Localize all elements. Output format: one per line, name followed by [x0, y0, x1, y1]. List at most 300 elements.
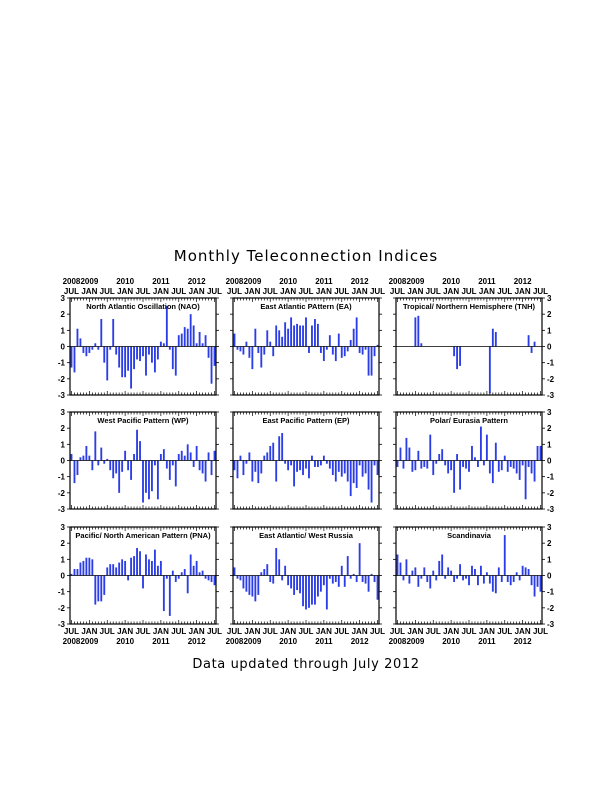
bar	[103, 576, 105, 595]
bar	[71, 347, 73, 368]
bar	[248, 347, 250, 358]
bar	[459, 347, 461, 366]
bar	[480, 427, 482, 461]
bar	[257, 576, 259, 595]
bar	[100, 448, 102, 461]
bar	[308, 576, 310, 608]
bar	[80, 563, 82, 576]
panel-2	[226, 277, 386, 395]
bar	[234, 567, 236, 575]
y-tick-label: -2	[547, 603, 555, 613]
bar	[145, 554, 147, 575]
bar	[85, 347, 87, 357]
bar	[323, 576, 325, 586]
bar	[205, 461, 207, 482]
y-tick-label: 0	[60, 571, 65, 581]
x-month-label: JUL	[135, 627, 151, 636]
bar	[148, 347, 150, 355]
x-month-label: JUL	[425, 287, 441, 296]
bar	[441, 449, 443, 460]
bar	[489, 461, 491, 474]
x-year-label: 2008	[225, 277, 244, 286]
bar	[154, 461, 156, 466]
bar	[82, 561, 84, 576]
bar	[317, 324, 319, 347]
panel-title: Tropical/ Northern Hemisphere (TNH)	[402, 302, 536, 311]
bar	[335, 347, 337, 362]
bar	[287, 329, 289, 347]
bar	[314, 461, 316, 467]
bar	[193, 325, 195, 346]
bar	[444, 461, 446, 466]
bar	[299, 325, 301, 346]
bar	[537, 576, 539, 587]
bar	[356, 317, 358, 346]
panel-title: North Atlantic Oscillation (NAO)	[86, 302, 200, 311]
panel-title: West Pacific Pattern (WP)	[97, 416, 189, 425]
x-month-label: JAN	[188, 287, 205, 296]
x-month-label: JAN	[407, 627, 424, 636]
bar	[82, 347, 84, 353]
bar	[453, 461, 455, 493]
bar	[465, 576, 467, 579]
bar	[290, 576, 292, 589]
bar	[317, 576, 319, 597]
bar	[498, 461, 500, 472]
bar	[118, 347, 120, 368]
bar	[130, 461, 132, 480]
x-month-label: JAN	[244, 287, 261, 296]
bar	[408, 448, 410, 461]
x-year-label: 2011	[478, 637, 496, 646]
bar	[468, 576, 470, 586]
y-tick-label: -3	[57, 620, 65, 629]
bar	[308, 461, 310, 479]
bar	[175, 461, 177, 487]
y-tick-label: -1	[57, 358, 65, 368]
bar	[94, 343, 96, 346]
x-year-label: 2010	[116, 637, 135, 646]
x-month-label: JUL	[206, 287, 223, 296]
bar	[237, 347, 239, 350]
bar	[534, 576, 536, 597]
bar	[196, 446, 198, 461]
panel-8	[226, 527, 386, 646]
x-month-label: JAN	[478, 287, 495, 296]
bar	[326, 347, 328, 350]
bar	[341, 566, 343, 576]
x-month-label: JUL	[206, 627, 223, 636]
bar	[190, 314, 192, 346]
bar	[362, 576, 364, 582]
y-tick-label: -3	[547, 505, 555, 514]
bar	[501, 576, 503, 582]
x-year-label: 2008	[388, 637, 407, 646]
bar	[344, 461, 346, 474]
bar	[528, 461, 530, 467]
bar	[205, 335, 207, 346]
bar	[403, 461, 405, 469]
y-tick-label: 1	[60, 440, 65, 450]
bar	[275, 325, 277, 346]
bar	[474, 569, 476, 575]
bar	[254, 329, 256, 347]
bar	[74, 347, 76, 373]
bar	[403, 576, 405, 581]
panel-title: Pacific/ North American Pattern (PNA)	[75, 531, 211, 540]
bar	[314, 319, 316, 346]
bar	[275, 548, 277, 575]
x-year-label: 2008	[225, 637, 244, 646]
bar	[248, 576, 250, 595]
y-tick-label: -2	[57, 374, 65, 384]
bar	[471, 566, 473, 576]
bar	[426, 461, 428, 469]
x-month-label: JAN	[280, 287, 297, 296]
bar	[151, 561, 153, 576]
bar	[465, 461, 467, 469]
bar	[311, 325, 313, 346]
x-year-label: 2010	[442, 277, 461, 286]
x-month-label: JAN	[188, 627, 205, 636]
bar	[377, 576, 379, 600]
bar	[260, 572, 262, 575]
bar	[214, 347, 216, 366]
bar	[371, 347, 373, 376]
bar	[88, 456, 90, 461]
bar	[353, 329, 355, 347]
bar	[112, 319, 114, 346]
y-tick-label: -3	[547, 391, 555, 400]
bar	[172, 461, 174, 466]
bar	[438, 454, 440, 460]
bar	[103, 461, 105, 464]
x-year-label: 2010	[279, 277, 298, 286]
bar	[471, 446, 473, 461]
bar	[237, 576, 239, 579]
bar	[486, 435, 488, 461]
y-tick-label: 3	[60, 523, 65, 532]
bar	[516, 572, 518, 575]
bar	[199, 332, 201, 347]
bar	[208, 452, 210, 460]
x-year-label: 2011	[152, 637, 170, 646]
bar	[240, 576, 242, 581]
bar	[278, 436, 280, 460]
bar	[272, 576, 274, 584]
bar	[435, 576, 437, 581]
x-year-label: 2012	[187, 637, 206, 646]
panel-grid	[58, 277, 555, 646]
bar	[169, 576, 171, 616]
bar	[344, 347, 346, 357]
bar	[136, 430, 138, 461]
bar	[148, 461, 150, 500]
bar	[323, 347, 325, 362]
bar	[525, 461, 527, 500]
bar	[347, 461, 349, 482]
x-month-label: JUL	[532, 287, 549, 296]
bar	[202, 461, 204, 474]
bar	[302, 461, 304, 476]
bar	[350, 340, 352, 346]
bar	[365, 576, 367, 584]
bar	[519, 576, 521, 581]
bar	[498, 567, 500, 575]
bar	[166, 306, 168, 346]
bar	[97, 576, 99, 602]
bar	[272, 347, 274, 357]
x-month-label: JAN	[81, 627, 98, 636]
bar	[184, 569, 186, 575]
bar	[178, 576, 180, 579]
y-tick-label: 2	[60, 310, 65, 320]
y-tick-label: -1	[57, 472, 65, 482]
x-year-label: 2012	[350, 277, 369, 286]
bar	[368, 576, 370, 592]
bar	[234, 461, 236, 471]
bar	[335, 576, 337, 582]
bar	[522, 566, 524, 576]
y-tick-label: 2	[547, 310, 552, 320]
bar	[160, 561, 162, 576]
bar	[145, 347, 147, 376]
bar	[181, 451, 183, 461]
y-tick-label: -3	[57, 505, 65, 514]
bar	[353, 461, 355, 484]
x-month-label: JUL	[226, 287, 243, 296]
bar	[127, 347, 129, 371]
bar	[80, 457, 82, 460]
bar	[320, 347, 322, 353]
x-year-label: 2010	[279, 637, 298, 646]
bar	[184, 327, 186, 346]
bar	[347, 556, 349, 575]
bar	[447, 567, 449, 575]
bar	[335, 461, 337, 482]
bar	[293, 576, 295, 595]
bar	[302, 576, 304, 607]
bar	[211, 347, 213, 384]
bar	[290, 461, 292, 466]
bar	[423, 461, 425, 467]
x-month-label: JUL	[135, 287, 151, 296]
y-tick-label: -2	[57, 603, 65, 613]
bar	[411, 571, 413, 576]
bar	[263, 456, 265, 461]
y-tick-label: -1	[547, 472, 555, 482]
bar	[196, 343, 198, 346]
x-year-label: 2012	[187, 277, 206, 286]
x-month-label: JAN	[514, 287, 531, 296]
x-month-label: JAN	[315, 627, 332, 636]
bar	[187, 329, 189, 347]
bar	[347, 347, 349, 352]
bar	[501, 461, 503, 471]
y-tick-label: 0	[547, 342, 552, 352]
bar	[329, 335, 331, 346]
y-tick-label: 1	[547, 440, 552, 450]
x-month-label: JUL	[171, 287, 187, 296]
x-month-label: JUL	[497, 287, 513, 296]
x-month-label: JAN	[315, 287, 332, 296]
bar	[408, 576, 410, 584]
bar	[432, 461, 434, 476]
bar	[332, 347, 334, 355]
bar	[166, 461, 168, 469]
x-month-label: JAN	[443, 287, 460, 296]
bar	[477, 461, 479, 467]
bar	[169, 347, 171, 350]
bar	[513, 576, 515, 582]
x-year-label: 2009	[80, 637, 99, 646]
bar	[341, 347, 343, 358]
bar	[317, 461, 319, 467]
bar	[193, 461, 195, 467]
bar	[299, 461, 301, 471]
bar	[205, 576, 207, 579]
bar	[540, 576, 542, 592]
x-year-label: 2008	[62, 637, 81, 646]
bar	[290, 317, 292, 346]
bar	[260, 347, 262, 368]
bar	[139, 551, 141, 575]
bar	[417, 576, 419, 587]
x-month-label: JUL	[369, 287, 386, 296]
bar	[115, 347, 117, 355]
bar	[118, 461, 120, 493]
bar	[406, 438, 408, 461]
bar	[214, 451, 216, 461]
panel-7	[58, 523, 222, 646]
bar	[362, 461, 364, 477]
bar	[124, 347, 126, 378]
panel-title: East Atlantic/ West Russia	[259, 531, 353, 540]
bar	[495, 443, 497, 461]
bar	[359, 347, 361, 353]
y-tick-label: 3	[547, 408, 552, 417]
bar	[495, 576, 497, 594]
x-month-label: JAN	[351, 627, 368, 636]
bar	[88, 347, 90, 353]
x-month-label: JAN	[443, 627, 460, 636]
bar	[338, 576, 340, 587]
bar	[374, 576, 376, 582]
bar	[468, 461, 470, 472]
bar	[160, 454, 162, 460]
bar	[278, 330, 280, 346]
bar	[103, 347, 105, 363]
bar	[115, 567, 117, 575]
bar	[311, 456, 313, 461]
bar	[483, 461, 485, 466]
bar	[528, 335, 530, 346]
bar	[299, 576, 301, 594]
bar	[365, 347, 367, 350]
y-tick-label: -1	[547, 358, 555, 368]
x-year-label: 2009	[80, 277, 99, 286]
bar	[429, 576, 431, 589]
bar	[248, 452, 250, 460]
bar	[519, 461, 521, 480]
x-year-label: 2011	[152, 277, 170, 286]
bar	[359, 461, 361, 466]
bar	[338, 461, 340, 472]
bar	[456, 347, 458, 370]
bar	[136, 347, 138, 360]
bar	[320, 461, 322, 466]
bar	[305, 317, 307, 346]
bar	[208, 347, 210, 358]
bar	[88, 558, 90, 576]
bar	[414, 567, 416, 575]
bar	[130, 347, 132, 389]
bar	[251, 347, 253, 370]
bar	[534, 461, 536, 482]
x-month-label: JAN	[280, 627, 297, 636]
bar	[133, 556, 135, 575]
bar	[260, 461, 262, 474]
bar	[172, 347, 174, 370]
bar	[296, 324, 298, 347]
bar	[151, 461, 153, 492]
bar	[368, 461, 370, 490]
bar	[435, 461, 437, 464]
bar	[94, 576, 96, 605]
x-month-label: JUL	[99, 287, 115, 296]
x-year-label: 2011	[315, 277, 333, 286]
bar	[350, 576, 352, 579]
bar	[531, 461, 533, 474]
y-tick-label: -3	[547, 620, 555, 629]
bar	[374, 347, 376, 357]
bar	[486, 572, 488, 575]
bar	[284, 461, 286, 464]
bar	[459, 461, 461, 490]
y-tick-label: 1	[547, 326, 552, 336]
bar	[281, 433, 283, 460]
x-month-label: JAN	[117, 287, 134, 296]
bar	[462, 576, 464, 581]
bar	[163, 576, 165, 612]
y-tick-label: -2	[57, 488, 65, 498]
bar	[139, 347, 141, 362]
bar	[371, 461, 373, 503]
bar	[450, 571, 452, 576]
bar	[305, 461, 307, 469]
bar	[356, 461, 358, 488]
bar	[483, 576, 485, 584]
bar	[329, 576, 331, 579]
x-month-label: JAN	[244, 627, 261, 636]
bar	[199, 572, 201, 575]
bar	[266, 452, 268, 460]
bar	[245, 461, 247, 464]
bar	[133, 347, 135, 370]
bar	[438, 561, 440, 576]
bar	[157, 461, 159, 500]
bar	[489, 576, 491, 584]
bar	[429, 435, 431, 461]
bar	[127, 461, 129, 471]
panel-5	[230, 412, 382, 509]
panel-3	[389, 277, 555, 400]
x-month-label: JUL	[334, 627, 350, 636]
panel-title: Polar/ Eurasia Pattern	[430, 416, 508, 425]
x-year-label: 2012	[513, 637, 532, 646]
bar	[175, 347, 177, 376]
panel-title: Scandinavia	[447, 531, 491, 540]
